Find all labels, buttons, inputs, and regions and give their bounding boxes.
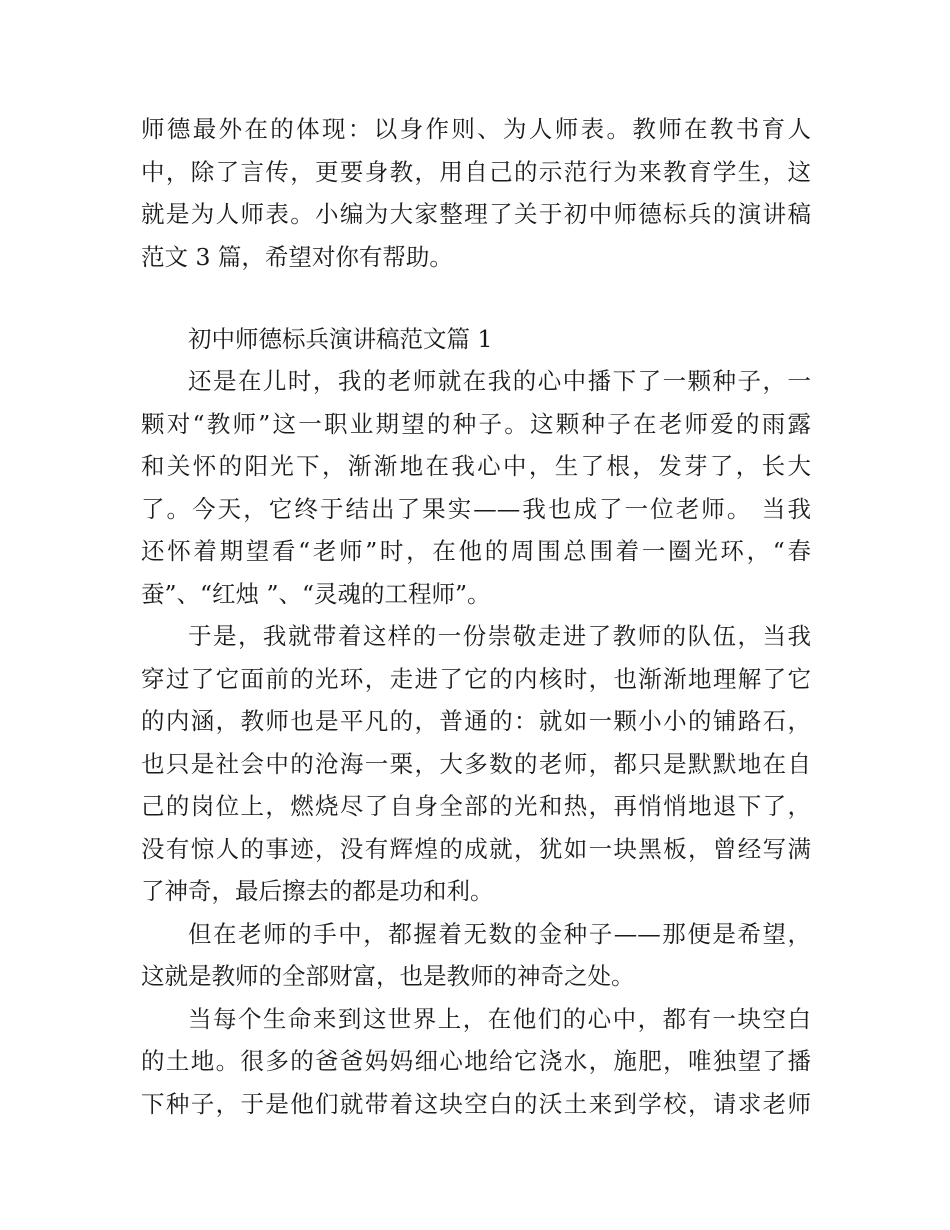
paragraph-4-line: 下种子，于是他们就带着这块空白的沃土来到学校，请求老师 <box>141 1089 811 1118</box>
paragraph-1-line: 了。今天，它终于结出了果实——我也成了一位老师。 当我 <box>141 494 811 523</box>
article-body <box>141 360 811 1125</box>
intro-line: 范文 3 篇，希望对你有帮助。 <box>141 242 453 271</box>
paragraph-1-line: 还怀着期望看“老师”时，在他的周围总围着一圈光环，“春 <box>141 537 811 565</box>
section-heading-block <box>141 318 811 361</box>
paragraph-2-line: 也只是社会中的沧海一栗，大多数的老师，都只是默默地在自 <box>141 749 811 778</box>
paragraph-1-line: 和关怀的阳光下，渐渐地在我心中，生了根，发芽了，长大 <box>141 452 811 480</box>
intro-line: 师德最外在的体现：以身作则、为人师表。教师在教书育人 <box>141 115 811 143</box>
paragraph-2-line: 了神奇，最后擦去的都是功和利。 <box>141 877 494 905</box>
paragraph-4-line: 当每个生命来到这世界上，在他们的心中，都有一块空白 <box>188 1004 811 1033</box>
intro-line: 就是为人师表。小编为大家整理了关于初中师德标兵的演讲稿 <box>141 200 811 228</box>
intro-paragraph <box>141 108 811 278</box>
paragraph-1-line: 蚕”、“红烛 ”、“灵魂的工程师”。 <box>141 579 491 608</box>
paragraph-2-line: 没有惊人的事迹，没有辉煌的成就，犹如一块黑板，曾经写满 <box>141 834 811 863</box>
section-title: 初中师德标兵演讲稿范文篇 1 <box>188 325 493 353</box>
paragraph-1-line: 还是在儿时，我的老师就在我的心中播下了一颗种子，一 <box>188 367 811 395</box>
paragraph-3-line: 但在老师的手中，都握着无数的金种子——那便是希望， <box>188 919 811 948</box>
paragraph-2-line: 穿过了它面前的光环，走进了它的内核时，也渐渐地理解了它 <box>141 664 811 693</box>
paragraph-1-line: 颗对“教师”这一职业期望的种子。这颗种子在老师爱的雨露 <box>141 409 811 438</box>
paragraph-4-line: 的土地。很多的爸爸妈妈细心地给它浇水，施肥，唯独望了播 <box>141 1047 811 1075</box>
intro-line: 中，除了言传，更要身教，用自己的示范行为来教育学生，这 <box>141 157 811 186</box>
paragraph-2-line: 于是，我就带着这样的一份崇敬走进了教师的队伍，当我 <box>188 622 811 650</box>
paragraph-3-line: 这就是教师的全部财富，也是教师的神奇之处。 <box>141 962 635 990</box>
paragraph-2-line: 的内涵，教师也是平凡的，普通的：就如一颗小小的铺路石， <box>141 707 811 735</box>
paragraph-2-line: 己的岗位上，燃烧尽了自身全部的光和热，再悄悄地退下了， <box>141 792 811 820</box>
